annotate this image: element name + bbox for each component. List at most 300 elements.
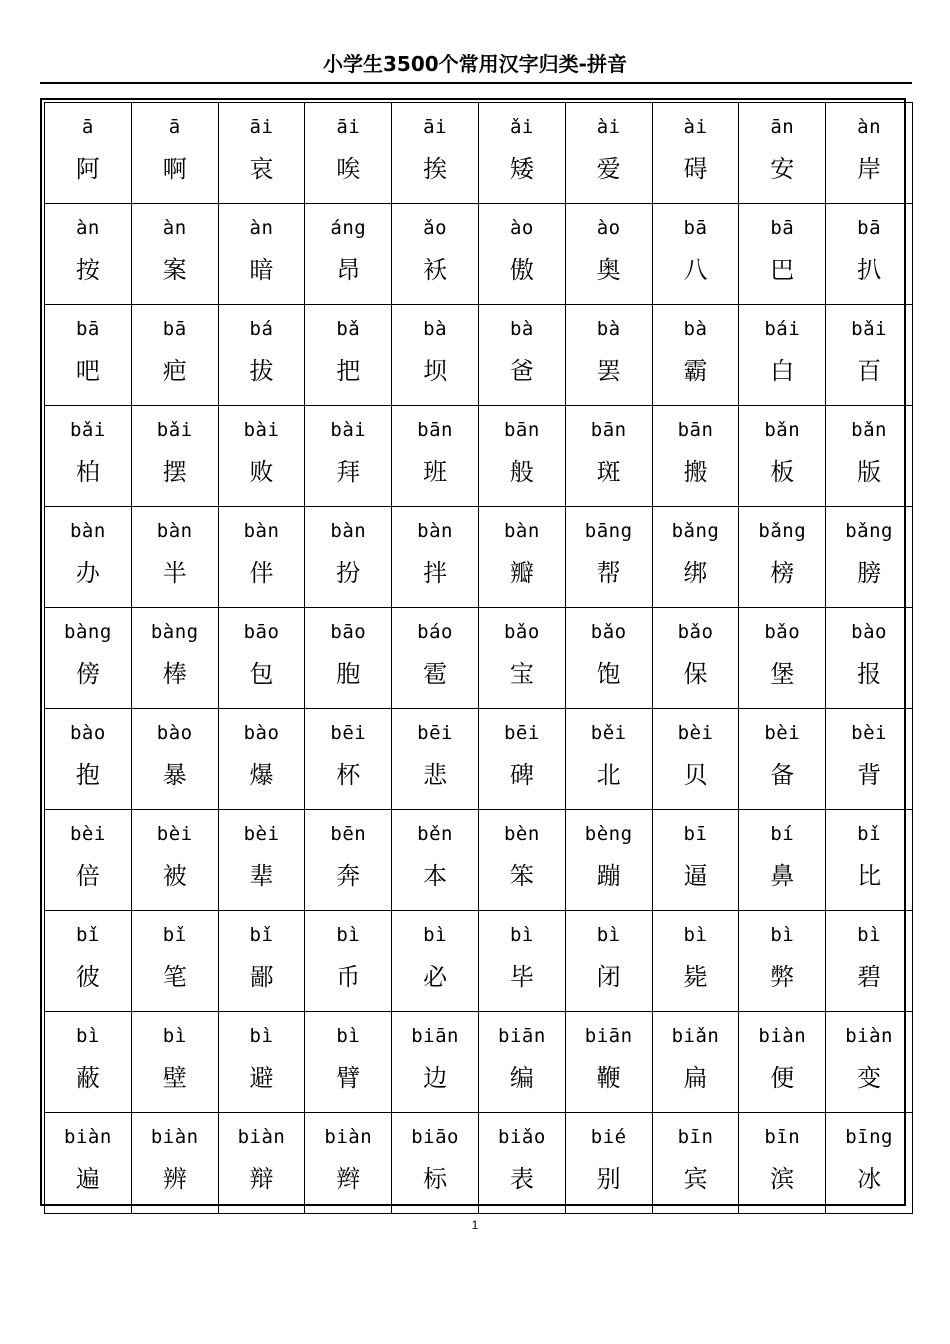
pinyin-label: biān — [498, 1025, 546, 1047]
page-title: 小学生3500个常用汉字归类-拼音 — [323, 52, 627, 76]
pinyin-label: bǐ — [249, 924, 274, 946]
hanzi-character: 帮 — [596, 559, 621, 587]
character-cell — [392, 305, 479, 406]
pinyin-label: āi — [336, 116, 361, 138]
character-cell — [565, 608, 652, 709]
hanzi-character: 版 — [857, 458, 882, 486]
pinyin-label: biàn — [324, 1126, 373, 1148]
character-cell — [392, 406, 479, 507]
pinyin-label: àn — [162, 217, 187, 239]
character-cell — [565, 507, 652, 608]
pinyin-label: bì — [509, 924, 534, 946]
pinyin-label: āi — [423, 116, 448, 138]
character-cell — [131, 1113, 218, 1214]
pinyin-label: ān — [770, 116, 795, 138]
character-cell — [218, 911, 305, 1012]
hanzi-character: 碧 — [857, 963, 882, 991]
character-cell — [652, 810, 739, 911]
hanzi-character: 鼻 — [770, 862, 795, 890]
hanzi-character: 矮 — [509, 155, 534, 183]
hanzi-character: 棒 — [162, 660, 187, 688]
character-cell — [739, 305, 826, 406]
pinyin-label: bǎo — [590, 621, 627, 643]
pinyin-label: bān — [677, 419, 714, 441]
hanzi-character: 柏 — [75, 458, 100, 486]
hanzi-character: 爱 — [596, 155, 621, 183]
character-cell — [565, 305, 652, 406]
table-row — [45, 507, 913, 608]
character-cell — [218, 507, 305, 608]
pinyin-label: biān — [584, 1025, 633, 1047]
character-cell — [826, 204, 913, 305]
pinyin-label: bié — [590, 1126, 627, 1148]
character-cell — [565, 911, 652, 1012]
hanzi-character: 半 — [162, 559, 187, 587]
character-cell — [739, 507, 826, 608]
pinyin-label: bàng — [64, 621, 112, 643]
pinyin-label: bào — [243, 722, 280, 744]
character-cell — [739, 103, 826, 204]
pinyin-label: běi — [590, 722, 627, 744]
pinyin-label: bì — [336, 924, 361, 946]
hanzi-character: 避 — [249, 1064, 274, 1092]
hanzi-character: 比 — [857, 862, 882, 890]
pinyin-label: ā — [81, 116, 94, 138]
hanzi-character: 坝 — [423, 357, 448, 385]
character-cell — [826, 305, 913, 406]
character-cell — [131, 911, 218, 1012]
hanzi-character: 被 — [162, 862, 187, 890]
pinyin-label: ā — [168, 116, 181, 138]
pinyin-label: bì — [596, 924, 621, 946]
hanzi-character: 班 — [423, 458, 448, 486]
pinyin-label: bì — [770, 924, 795, 946]
hanzi-character: 逼 — [683, 862, 708, 890]
pinyin-label: àn — [857, 116, 882, 138]
pinyin-label: bàn — [243, 520, 280, 542]
character-cell — [478, 1113, 565, 1214]
hanzi-character: 滨 — [770, 1165, 795, 1193]
hanzi-character: 北 — [596, 761, 621, 789]
hanzi-character: 鞭 — [596, 1064, 621, 1092]
hanzi-character: 抱 — [75, 761, 100, 789]
character-cell — [478, 911, 565, 1012]
hanzi-character: 绑 — [683, 559, 708, 587]
hanzi-character: 变 — [857, 1064, 882, 1092]
character-cell — [652, 1012, 739, 1113]
pinyin-label: bà — [596, 318, 621, 340]
pinyin-label: bì — [857, 924, 882, 946]
character-cell — [218, 305, 305, 406]
character-cell — [478, 810, 565, 911]
pinyin-label: ǎo — [423, 217, 448, 239]
character-cell — [131, 406, 218, 507]
character-cell — [478, 204, 565, 305]
hanzi-character: 拌 — [423, 559, 448, 587]
character-cell — [45, 608, 132, 709]
pinyin-label: bì — [249, 1025, 274, 1047]
character-cell — [45, 810, 132, 911]
pinyin-label: běn — [417, 823, 453, 845]
pinyin-label: bǎo — [764, 621, 801, 643]
character-cell — [131, 709, 218, 810]
pinyin-label: bǎ — [336, 318, 361, 340]
pinyin-label: bá — [249, 318, 274, 340]
pinyin-label: bài — [330, 419, 367, 441]
pinyin-label: bǎn — [851, 419, 887, 441]
character-cell — [218, 1012, 305, 1113]
hanzi-character: 包 — [249, 660, 274, 688]
character-cell — [652, 305, 739, 406]
hanzi-character: 斑 — [596, 458, 621, 486]
character-cell — [739, 1012, 826, 1113]
pinyin-label: bǎo — [503, 621, 540, 643]
table-row — [45, 810, 913, 911]
hanzi-character: 笨 — [509, 862, 534, 890]
hanzi-character: 榜 — [770, 559, 795, 587]
pinyin-label: bēi — [503, 722, 540, 744]
character-cell — [218, 810, 305, 911]
pinyin-label: àn — [75, 217, 100, 239]
hanzi-character: 案 — [162, 256, 187, 284]
hanzi-character: 臂 — [336, 1064, 361, 1092]
hanzi-character: 爸 — [509, 357, 534, 385]
hanzi-character: 辫 — [336, 1165, 361, 1193]
hanzi-character: 冰 — [857, 1165, 882, 1193]
pinyin-label: bī — [683, 823, 708, 845]
character-cell — [131, 103, 218, 204]
pinyin-label: bǎn — [764, 419, 801, 441]
pinyin-label: áng — [330, 217, 367, 239]
pinyin-label: bèn — [503, 823, 540, 845]
character-cell — [652, 709, 739, 810]
hanzi-character: 唉 — [336, 155, 361, 183]
character-cell — [652, 911, 739, 1012]
page-number: 1 — [471, 1218, 479, 1232]
table-row — [45, 1113, 913, 1214]
pinyin-label: bào — [851, 621, 887, 643]
character-cell — [652, 406, 739, 507]
pinyin-label: bà — [423, 318, 448, 340]
hanzi-character: 办 — [75, 559, 100, 587]
hanzi-character: 吧 — [75, 357, 100, 385]
character-cell — [305, 709, 392, 810]
character-cell — [826, 608, 913, 709]
hanzi-character: 堡 — [770, 660, 795, 688]
hanzi-character: 辈 — [249, 862, 274, 890]
pinyin-label: bāo — [330, 621, 367, 643]
pinyin-label: ào — [509, 217, 534, 239]
pinyin-label: bǐ — [162, 924, 187, 946]
character-cell — [218, 406, 305, 507]
hanzi-character: 雹 — [423, 660, 448, 688]
character-cell — [826, 507, 913, 608]
hanzi-character: 壁 — [162, 1064, 187, 1092]
character-cell — [218, 204, 305, 305]
hanzi-character: 别 — [596, 1165, 621, 1193]
pinyin-label: bāng — [584, 520, 633, 542]
hanzi-character: 便 — [770, 1064, 795, 1092]
pinyin-label: biāo — [411, 1126, 459, 1148]
pinyin-label: bēi — [417, 722, 453, 744]
pinyin-label: bēi — [330, 722, 367, 744]
hanzi-character: 袄 — [423, 256, 448, 284]
pinyin-label: bí — [770, 823, 795, 845]
hanzi-character: 哀 — [249, 155, 274, 183]
pinyin-label: bèng — [584, 823, 633, 845]
hanzi-character: 疤 — [162, 357, 187, 385]
character-cell — [305, 608, 392, 709]
hanzi-character: 宾 — [683, 1165, 708, 1193]
character-cell — [739, 810, 826, 911]
hanzi-character: 爆 — [249, 761, 274, 789]
pinyin-label: bàn — [503, 520, 540, 542]
pinyin-label: bèi — [156, 823, 193, 845]
character-cell — [826, 810, 913, 911]
pinyin-label: bàn — [330, 520, 367, 542]
pinyin-label: bèi — [243, 823, 280, 845]
hanzi-character: 遍 — [75, 1165, 100, 1193]
hanzi-character: 扒 — [857, 256, 882, 284]
character-cell — [131, 305, 218, 406]
title-underline — [40, 82, 912, 84]
pinyin-label: bǎng — [671, 520, 720, 542]
pinyin-label: bǐ — [857, 823, 882, 845]
pinyin-label: bīn — [764, 1126, 801, 1148]
hanzi-character: 暴 — [162, 761, 187, 789]
character-cell — [478, 1012, 565, 1113]
hanzi-character: 般 — [509, 458, 534, 486]
character-cell — [565, 406, 652, 507]
hanzi-character: 碍 — [683, 155, 708, 183]
hanzi-character: 膀 — [857, 559, 882, 587]
hanzi-character: 胞 — [336, 660, 361, 688]
pinyin-label: biàn — [845, 1025, 893, 1047]
hanzi-character: 把 — [336, 357, 361, 385]
character-cell — [565, 709, 652, 810]
character-cell — [652, 204, 739, 305]
table-row — [45, 305, 913, 406]
hanzi-character: 编 — [509, 1064, 534, 1092]
character-cell — [565, 103, 652, 204]
pinyin-label: ǎi — [509, 116, 534, 138]
hanzi-character: 本 — [423, 862, 448, 890]
hanzi-character: 败 — [249, 458, 274, 486]
character-cell — [305, 911, 392, 1012]
character-cell — [305, 1012, 392, 1113]
pinyin-label: biān — [411, 1025, 459, 1047]
hanzi-character: 必 — [423, 963, 448, 991]
pinyin-label: bīn — [677, 1126, 714, 1148]
character-cell — [739, 204, 826, 305]
pinyin-label: biàn — [758, 1025, 807, 1047]
hanzi-character: 安 — [770, 155, 795, 183]
character-cell — [218, 608, 305, 709]
character-cell — [131, 1012, 218, 1113]
pinyin-label: bēn — [330, 823, 367, 845]
character-cell — [478, 608, 565, 709]
pinyin-label: bèi — [764, 722, 801, 744]
pinyin-label: bǎi — [156, 419, 193, 441]
hanzi-character: 弊 — [770, 963, 795, 991]
pinyin-label: àn — [249, 217, 274, 239]
pinyin-label: bì — [162, 1025, 187, 1047]
hanzi-character: 备 — [770, 761, 795, 789]
character-cell — [826, 911, 913, 1012]
table-row — [45, 608, 913, 709]
character-cell — [652, 608, 739, 709]
hanzi-character: 傍 — [75, 660, 100, 688]
pinyin-label: báo — [417, 621, 453, 643]
character-cell — [478, 406, 565, 507]
character-cell — [739, 608, 826, 709]
hanzi-character: 白 — [770, 357, 795, 385]
hanzi-character: 彼 — [75, 963, 100, 991]
pinyin-label: bàn — [69, 520, 106, 542]
character-cell — [826, 709, 913, 810]
hanzi-character: 边 — [423, 1064, 448, 1092]
character-cell — [305, 103, 392, 204]
pinyin-label: bào — [156, 722, 193, 744]
character-cell — [565, 1012, 652, 1113]
character-cell — [218, 1113, 305, 1214]
character-cell — [478, 507, 565, 608]
table-frame — [40, 98, 906, 1206]
character-cell — [305, 1113, 392, 1214]
pinyin-label: bā — [162, 318, 187, 340]
character-cell — [652, 1113, 739, 1214]
pinyin-label: ài — [596, 116, 621, 138]
hanzi-character: 瓣 — [509, 559, 534, 587]
pinyin-label: bǎng — [758, 520, 807, 542]
hanzi-character: 挨 — [423, 155, 448, 183]
pinyin-label: bàng — [150, 621, 199, 643]
character-cell — [739, 709, 826, 810]
hanzi-character: 毙 — [683, 963, 708, 991]
pinyin-label: bì — [336, 1025, 361, 1047]
character-cell — [45, 103, 132, 204]
hanzi-character: 岸 — [857, 155, 882, 183]
pinyin-label: bīng — [845, 1126, 893, 1148]
pinyin-label: bǐ — [75, 924, 100, 946]
hanzi-character: 按 — [75, 256, 100, 284]
pinyin-label: bǎng — [845, 520, 893, 542]
character-cell — [478, 305, 565, 406]
pinyin-label: bàn — [156, 520, 193, 542]
pinyin-label: āi — [249, 116, 274, 138]
hanzi-character: 霸 — [683, 357, 708, 385]
character-cell — [131, 204, 218, 305]
table-row — [45, 103, 913, 204]
pinyin-label: bài — [243, 419, 280, 441]
hanzi-character: 伴 — [249, 559, 274, 587]
pinyin-label: bāo — [243, 621, 280, 643]
hanzi-character: 闭 — [596, 963, 621, 991]
hanzi-character: 币 — [336, 963, 361, 991]
hanzi-character: 辨 — [162, 1165, 187, 1193]
character-cell — [392, 911, 479, 1012]
pinyin-label: bì — [75, 1025, 100, 1047]
character-cell — [392, 507, 479, 608]
character-cell — [739, 406, 826, 507]
character-cell — [392, 204, 479, 305]
character-cell — [305, 204, 392, 305]
hanzi-character: 百 — [857, 357, 882, 385]
pinyin-label: bǎi — [69, 419, 106, 441]
table-row — [45, 204, 913, 305]
pinyin-label: bān — [590, 419, 627, 441]
pinyin-label: bèi — [851, 722, 887, 744]
character-cell — [565, 204, 652, 305]
hanzi-character: 悲 — [423, 761, 448, 789]
pinyin-label: biàn — [64, 1126, 112, 1148]
character-cell — [305, 305, 392, 406]
table-row — [45, 709, 913, 810]
table-row — [45, 1012, 913, 1113]
character-cell — [565, 1113, 652, 1214]
pinyin-label: biàn — [237, 1126, 286, 1148]
hanzi-character: 笔 — [162, 963, 187, 991]
pinyin-label: bān — [417, 419, 453, 441]
pinyin-label: bā — [75, 318, 100, 340]
character-cell — [305, 810, 392, 911]
pinyin-label: bái — [764, 318, 801, 340]
hanzi-character: 背 — [857, 761, 882, 789]
hanzi-character: 傲 — [509, 256, 534, 284]
hanzi-character: 表 — [509, 1165, 534, 1193]
pinyin-label: ài — [683, 116, 708, 138]
hanzi-character: 杯 — [336, 761, 361, 789]
pinyin-label: bì — [683, 924, 708, 946]
character-cell — [45, 204, 132, 305]
hanzi-character: 奔 — [336, 862, 361, 890]
hanzi-character: 饱 — [596, 660, 621, 688]
character-cell — [392, 1012, 479, 1113]
character-cell — [305, 507, 392, 608]
hanzi-character: 报 — [857, 660, 882, 688]
character-cell — [826, 1113, 913, 1214]
hanzi-character: 倍 — [75, 862, 100, 890]
pinyin-label: bǎi — [851, 318, 887, 340]
character-cell — [739, 1113, 826, 1214]
pinyin-label: bǎo — [677, 621, 714, 643]
hanzi-character: 奥 — [596, 256, 621, 284]
pinyin-label: bān — [503, 419, 540, 441]
pinyin-label: bā — [683, 217, 708, 239]
hanzi-character: 摆 — [162, 458, 187, 486]
hanzi-character: 拔 — [249, 357, 274, 385]
pinyin-label: biàn — [150, 1126, 199, 1148]
character-cell — [45, 305, 132, 406]
hanzi-character: 宝 — [509, 660, 534, 688]
pinyin-label: bà — [509, 318, 534, 340]
pinyin-label: bì — [423, 924, 448, 946]
pinyin-label: ào — [596, 217, 621, 239]
hanzi-character: 扮 — [336, 559, 361, 587]
pinyin-label: bèi — [677, 722, 714, 744]
table-body — [45, 103, 913, 1214]
hanzi-character: 阿 — [75, 155, 100, 183]
hanzi-character: 蔽 — [75, 1064, 100, 1092]
pinyin-character-table — [44, 102, 913, 1214]
character-cell — [739, 911, 826, 1012]
character-cell — [45, 1113, 132, 1214]
hanzi-character: 拜 — [336, 458, 361, 486]
character-cell — [565, 810, 652, 911]
pinyin-label: bā — [857, 217, 882, 239]
hanzi-character: 保 — [683, 660, 708, 688]
pinyin-label: bàn — [417, 520, 453, 542]
